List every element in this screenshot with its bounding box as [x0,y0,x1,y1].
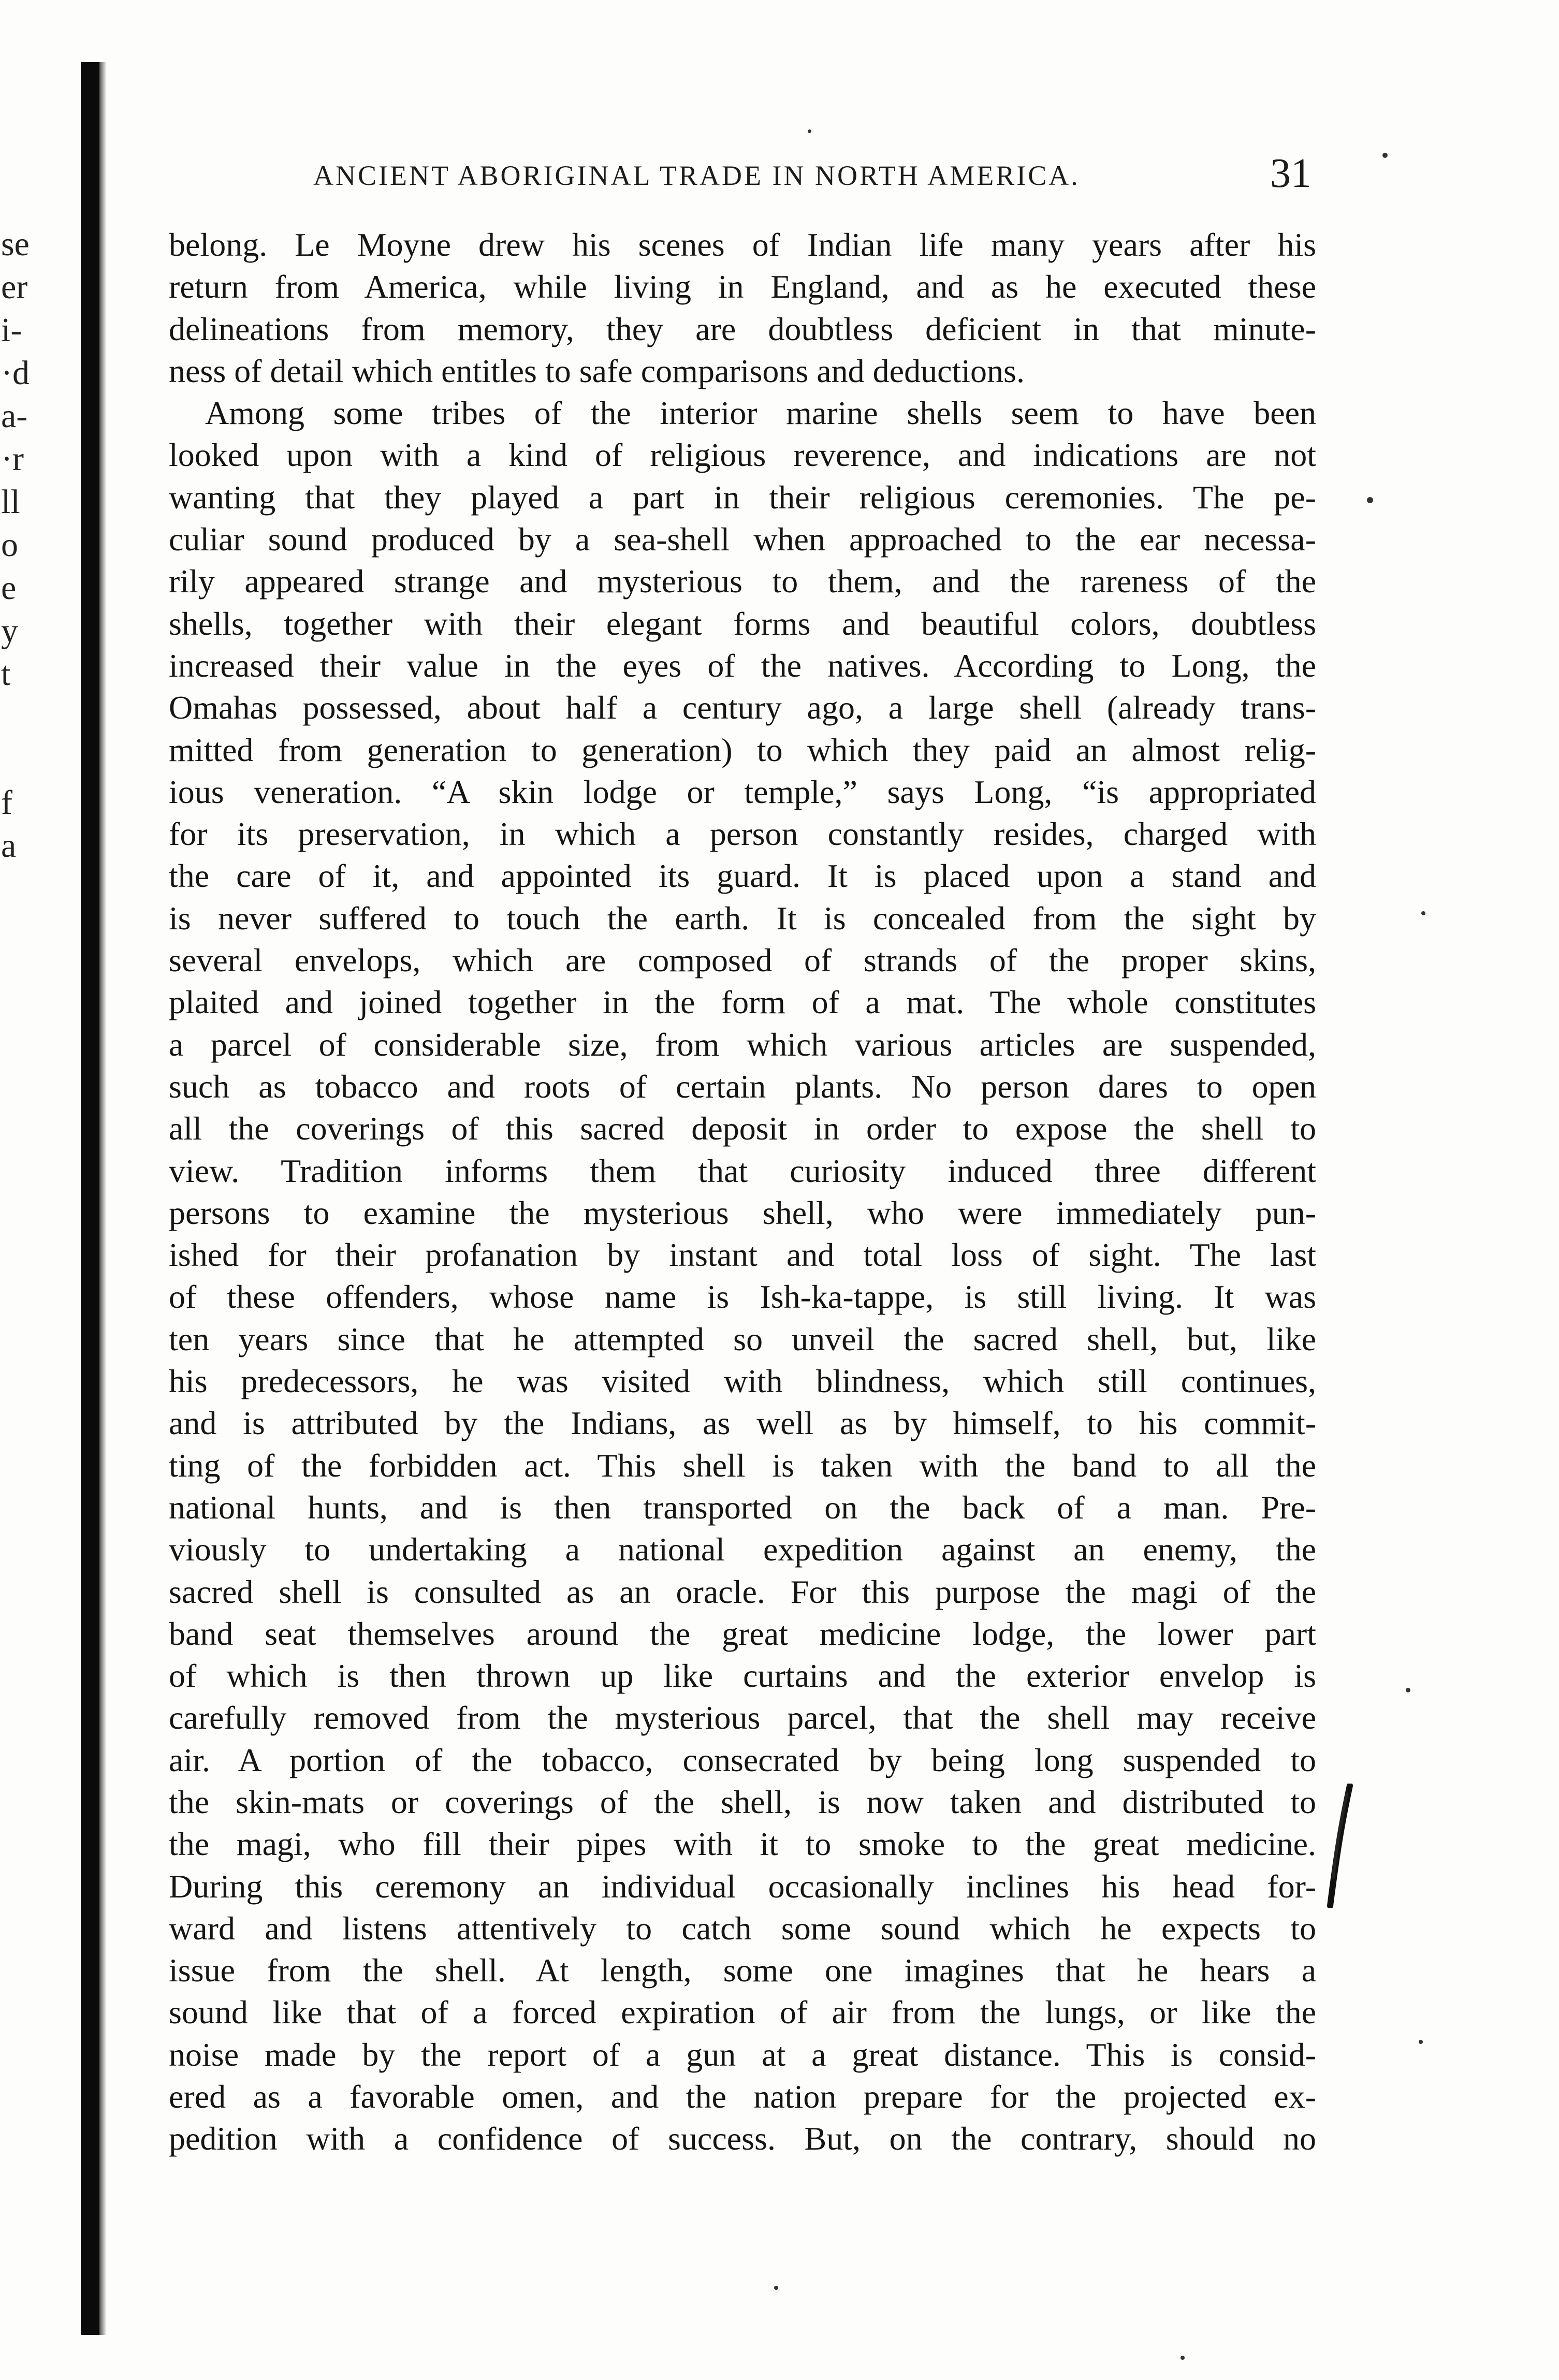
margin-fragment: ·d [1,354,30,392]
text-line: issue from the shell. At length, some one imagines that he hears a [169,1952,1316,1989]
text-line: persons to examine the mysterious shell, who were immediately pun- [169,1194,1316,1231]
margin-fragment: t [1,655,11,693]
text-line: Omahas possessed, about half a century ago, a large shell (already trans- [169,689,1316,726]
text-line: shells, together with their elegant forms and beautiful colors, doubtless [169,605,1316,642]
margin-fragment [1,695,68,738]
text-line: air. A portion of the tobacco, consecrated by being long suspended to [169,1741,1316,1778]
text-line: the skin-mats or coverings of the shell, is now taken and distributed to [169,1783,1316,1820]
text-line: noise made by the report of a gun at a great distance. This is consid- [169,2036,1316,2073]
text-line: looked upon with a kind of religious reverence, and indications are not [169,436,1316,474]
text-line: sound like that of a forced expiration of air from the lungs, or like the [169,1994,1316,2031]
scan-speck [1421,911,1425,915]
text-line: ness of detail which entitles to safe comparisons and deductions. [169,352,1025,389]
text-line: national hunts, and is then transported on the back of a man. Pre- [169,1488,1316,1526]
text-line: for its preservation, in which a person constantly resides, charged with [169,815,1316,853]
margin-fragment: o [1,526,18,564]
text-line: such as tobacco and roots of certain plants. No person dares to open [169,1068,1316,1105]
margin-fragment: f [1,784,12,822]
running-head: ANCIENT ABORIGINAL TRADE IN NORTH AMERICA. [313,160,1080,191]
margin-fragment: i- [1,311,22,349]
margin-fragment: er [1,268,28,306]
body-text [169,224,1316,2160]
text-line: rily appeared strange and mysterious to them, and the rareness of the [169,563,1316,600]
text-line: ward and listens attentively to catch some sound which he expects to [169,1909,1316,1947]
text-line: carefully removed from the mysterious parcel, that the shell may receive [169,1699,1316,1736]
text-line: ered as a favorable omen, and the nation prepare for the projected ex- [169,2078,1316,2115]
text-line: ished for their profanation by instant and total loss of sight. The last [169,1236,1316,1274]
text-line: a parcel of considerable size, from which various articles are suspended, [169,1026,1316,1063]
text-line: belong. Le Moyne drew his scenes of Indian life many years after his [169,226,1316,263]
margin-fragment: e [1,569,17,607]
text-line: the care of it, and appointed its guard. It is placed upon a stand and [169,857,1316,895]
text-line: mitted from generation to generation) to which they paid an almost relig- [169,731,1316,768]
text-line: several envelops, which are composed of strands of the proper skins, [169,942,1316,979]
text-line: ten years since that he attempted so unveil the sacred shell, but, like [169,1320,1316,1357]
scan-speck [1406,1688,1410,1692]
margin-fragment: y [1,612,18,650]
text-line: increased their value in the eyes of the natives. According to Long, the [169,647,1316,684]
margin-fragment: ll [1,483,20,521]
text-line: and is attributed by the Indians, as well as by himself, to his commit- [169,1405,1316,1442]
binding-shadow-fade [99,62,107,2335]
margin-fragment [1,738,68,781]
scan-speck [1367,497,1373,503]
text-line: of which is then thrown up like curtains and the exterior envelop is [169,1657,1316,1695]
scan-speck [808,129,811,133]
margin-fragment: ·r [1,440,24,478]
text-line: all the coverings of this sacred deposit in order to expose the shell to [169,1110,1316,1147]
margin-fragment: a- [1,397,28,435]
pen-mark [1323,1784,1354,1908]
text-line: the magi, who fill their pipes with it to smoke to the great medicine. [169,1826,1316,1863]
binding-shadow [81,62,99,2335]
margin-fragment: se [1,225,30,263]
text-line: ting of the forbidden act. This shell is taken with the band to all the [169,1447,1316,1484]
text-line: During this ceremony an individual occasionally inclines his head for- [169,1867,1316,1905]
text-line: return from America, while living in England, and as he executed these [169,268,1316,305]
text-line: culiar sound produced by a sea-shell when approached to the ear necessa- [169,521,1316,558]
margin-fragment: a [1,827,17,865]
text-line: viously to undertaking a national expedition against an enemy, the [169,1531,1316,1568]
scan-speck [1382,153,1388,158]
text-line: his predecessors, he was visited with blindness, which still continues, [169,1363,1316,1400]
text-line: of these offenders, whose name is Ish-ka-tappe, is still living. It was [169,1278,1316,1316]
text-line: sacred shell is consulted as an oracle. For this purpose the magi of the [169,1573,1316,1610]
text-line: wanting that they played a part in their religious ceremonies. The pe- [169,478,1316,516]
scan-speck [1419,2040,1423,2044]
facing-page-fragments [1,223,68,867]
text-line: view. Tradition informs them that curiosity induced three different [169,1152,1316,1189]
text-line: is never suffered to touch the earth. It is concealed from the sight by [169,899,1316,937]
scan-speck [1181,2356,1185,2360]
text-line: band seat themselves around the great medicine lodge, the lower part [169,1615,1316,1652]
text-line: delineations from memory, they are doubtless deficient in that minute- [169,310,1316,347]
text-line: Among some tribes of the interior marine shells seem to have been [205,395,1316,432]
page-number: 31 [1270,151,1312,196]
scan-speck [774,2286,778,2290]
text-line: pedition with a confidence of success. But, on the contrary, should no [169,2120,1316,2157]
text-line: ious veneration. “A skin lodge or temple,” says Long, “is appropriated [169,773,1316,810]
text-line: plaited and joined together in the form of a mat. The whole constitutes [169,984,1316,1021]
